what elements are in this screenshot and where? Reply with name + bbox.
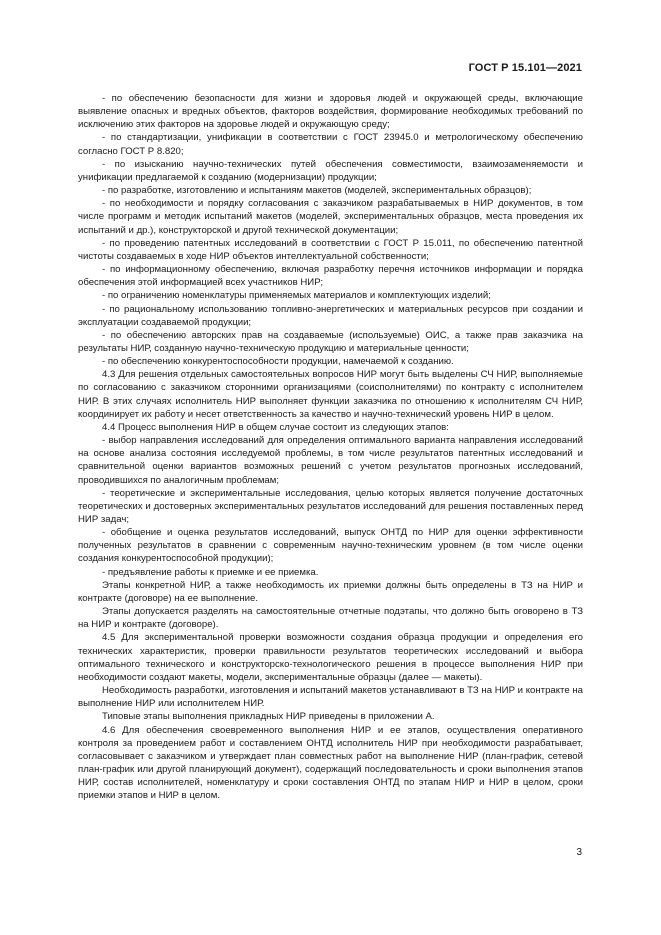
paragraph: - по изысканию научно-технических путей обеспечения совместимости, взаимозаменяемости и унификации предлагаемой к созданию (модернизации) продукции; bbox=[78, 158, 583, 183]
paragraph: - по необходимости и порядку согласования с заказчиком разрабатываемых в НИР документов, в том числе программ и методик испытаний макетов (моделей, экспериментальных образцов, места проведения их испытаний и др.), конструкторской и другой технической документации; bbox=[78, 198, 583, 236]
paragraph: - теоретические и экспериментальные исследования, целью которых является получение достаточных теоретических и достоверных экспериментальных результатов исследований для решения поставленных перед НИР задач; bbox=[78, 487, 583, 525]
paragraph: - по ограничению номенклатуры применяемых материалов и комплектующих изделий; bbox=[102, 290, 491, 302]
document-body bbox=[78, 92, 583, 802]
paragraph: - по информационному обеспечению, включая разработку перечня источников информации и порядка обеспечения этой информацией всех участников НИР; bbox=[78, 264, 583, 289]
paragraph: - по стандартизации, унификации в соответствии с ГОСТ 23945.0 и метрологическому обеспечению согласно ГОСТ Р 8.820; bbox=[78, 132, 583, 157]
paragraph: Этапы допускается разделять на самостоятельные отчетные подэтапы, что должно быть оговорено в ТЗ на НИР и контракте (договоре). bbox=[78, 606, 583, 631]
paragraph: - по обеспечению авторских прав на создаваемые (используемые) ОИС, а также прав заказчика на результаты НИР, созданную научно-техническую продукцию и материальные ценности; bbox=[78, 329, 583, 354]
page-number: 3 bbox=[576, 847, 582, 858]
paragraph: Необходимость разработки, изготовления и испытаний макетов устанавливают в ТЗ на НИР и контракте на выполнение НИР или исполнителем НИР. bbox=[78, 685, 583, 710]
paragraph: - предъявление работы к приемке и ее приемка. bbox=[102, 566, 319, 578]
paragraph: 4.4 Процесс выполнения НИР в общем случае состоит из следующих этапов: bbox=[102, 421, 449, 433]
paragraph: 4.6 Для обеспечения своевременного выполнения НИР и ее этапов, осуществления оперативного контроля за проведением работ и составлением ОНТД исполнитель НИР при необходимости разрабатывает, согласовывает с заказчиком и утверждает план совместных работ на выполнение НИР (план-график, сетевой план-график или другой планирующий документ), содержащий последовательность и сроки выполнения этапов НИР, состав исполнителей, номенклатуру и сроки составления ОНТД по этапам НИР и НИР в целом, сроки приемки этапов и НИР в целом. bbox=[78, 724, 583, 802]
paragraph: - выбор направления исследований для определения оптимального варианта направления исследований на основе анализа состояния исследуемой проблемы, в том числе результатов патентных исследований и сравнительной оценки вариантов возможных решений с учетом результатов прогнозных исследований, проводившихся по аналогичным проблемам; bbox=[78, 435, 583, 486]
paragraph: - по обеспечению безопасности для жизни и здоровья людей и окружающей среды, включающие выявление опасных и вредных объектов, факторов воздействия, формирование необходимых требований по исключению этих факторов на здоровье людей и окружающую среду; bbox=[78, 93, 583, 131]
document-header-standard-id: ГОСТ Р 15.101—2021 bbox=[468, 62, 582, 74]
paragraph: - по проведению патентных исследований в соответствии с ГОСТ Р 15.011, по обеспечению патентной чистоты создаваемых в ходе НИР объектов интеллектуальной собственности; bbox=[78, 237, 583, 262]
paragraph: 4.5 Для экспериментальной проверки возможности создания образца продукции и определения его технических характеристик, проверки правильности результатов теоретических исследований и выбора оптимального технического и конструкторско-технологического решения в процессе выполнения НИР при необходимости создают макеты, модели, экспериментальные образцы (далее — макеты). bbox=[78, 632, 583, 683]
paragraph: - по разработке, изготовлению и испытаниям макетов (моделей, экспериментальных образцов); bbox=[102, 185, 532, 197]
paragraph: Типовые этапы выполнения прикладных НИР приведены в приложении А. bbox=[102, 711, 435, 723]
paragraph: - по обеспечению конкурентоспособности продукции, намечаемой к созданию. bbox=[102, 356, 454, 368]
paragraph: Этапы конкретной НИР, а также необходимость их приемки должны быть определены в ТЗ на НИР и контракте (договоре) на ее выполнение. bbox=[78, 579, 583, 604]
paragraph: - обобщение и оценка результатов исследований, выпуск ОНТД по НИР для оценки эффективности полученных результатов в сравнении с современным научно-техническим уровнем (в том числе оценки создания конкурентоспособной продукции); bbox=[78, 527, 583, 565]
paragraph: 4.3 Для решения отдельных самостоятельных вопросов НИР могут быть выделены СЧ НИР, выполняемые по согласованию с заказчиком сторонними организациями (соисполнителями) по контракту с исполнителем НИР. В этих случаях исполнитель НИР выполняет функции заказчика по отношению к исполнителям СЧ НИР, координирует их работу и несет ответственность за качество и научно-технический уровень НИР в целом. bbox=[78, 369, 583, 420]
paragraph: - по рациональному использованию топливно-энергетических и материальных ресурсов при создании и эксплуатации создаваемой продукции; bbox=[78, 303, 583, 328]
